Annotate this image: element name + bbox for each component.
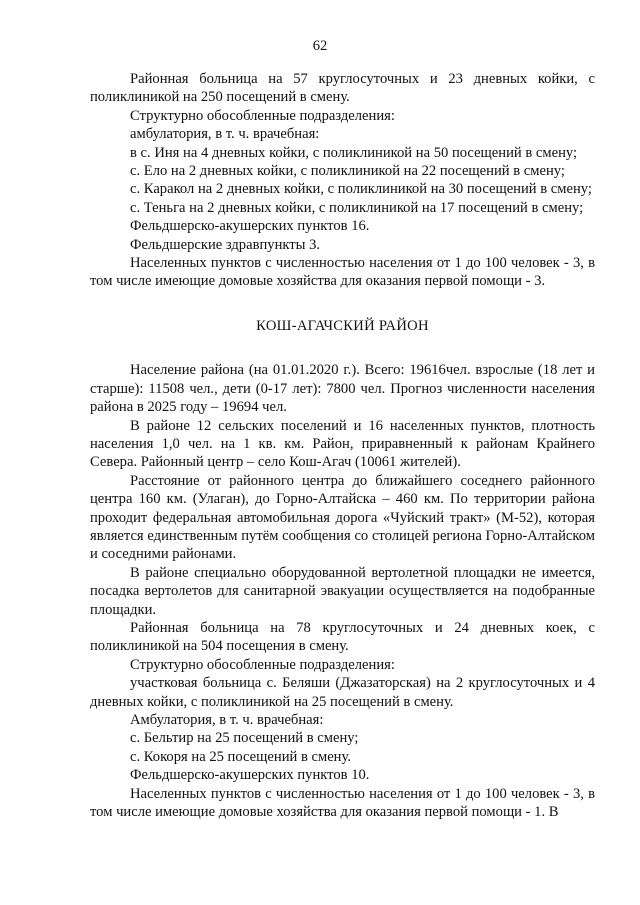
paragraph: с. Бельтир на 25 посещений в смену; bbox=[130, 730, 359, 747]
paragraph: Районная больница на 78 круглосуточных и 24 дневных коек, с поликлиникой на 504 посещения в смену. bbox=[90, 619, 595, 655]
paragraph: В районе 12 сельских поселений и 16 населенных пунктов, плотность населения 1,0 чел. на 1 кв. км. Район, приравненный к районам Крайнего Севера. Районный центр – село Кош-Агач (10061 жителей). bbox=[90, 417, 595, 471]
paragraph: Расстояние от районного центра до ближайшего соседнего районного центра 160 км. (Улаган), до Горно-Алтайска – 460 км. По территории района проходит федеральная автомобильная дорога «Чуйский тракт» (М-52), которая является единственным путём сообщения со столицей региона Горно-Алтайском и соседними районами. bbox=[90, 472, 595, 563]
paragraph: Населенных пунктов с численностью населения от 1 до 100 человек - 3, в том числе имеющие домовые хозяйства для оказания первой помощи - 3. bbox=[90, 255, 595, 290]
paragraph: Структурно обособленные подразделения: bbox=[130, 107, 395, 124]
paragraph: с. Каракол на 2 дневных койки, с поликлиникой на 30 посещений в смену; bbox=[130, 181, 592, 198]
paragraph: с. Кокоря на 25 посещений в смену. bbox=[130, 748, 351, 765]
paragraph: Фельдшерско-акушерских пунктов 16. bbox=[130, 218, 370, 235]
paragraph: В районе специально оборудованной вертолетной площадки не имеется, посадка вертолетов для санитарной эвакуации осуществляется на подобранные площадки. bbox=[90, 564, 595, 618]
paragraph: с. Теньга на 2 дневных койки, с поликлиникой на 17 посещений в смену; bbox=[130, 199, 584, 216]
paragraph: Населенных пунктов с численностью населения от 1 до 100 человек - 3, в том числе имеющие домовые хозяйства для оказания первой помощи - 1. В bbox=[90, 785, 595, 821]
paragraph: Районная больница на 57 круглосуточных и 23 дневных койки, с поликлиникой на 250 посещений в смену. bbox=[90, 71, 595, 106]
paragraph: Амбулатория, в т. ч. врачебная: bbox=[130, 712, 324, 728]
paragraph: Население района (на 01.01.2020 г.). Всего: 19616чел. взрослые (18 лет и старше): 11508 чел., дети (0-17 лет): 7800 чел. Прогноз численности населения района в 2025 году – 19694 чел. bbox=[90, 362, 595, 416]
paragraph: Фельдшерские здравпункты 3. bbox=[130, 236, 321, 253]
paragraph: с. Ело на 2 дневных койки, с поликлиникой на 22 посещений в смену; bbox=[130, 163, 565, 180]
page-number: 62 bbox=[312, 38, 328, 54]
document-body bbox=[90, 70, 595, 821]
paragraph: в с. Иня на 4 дневных койки, с поликлиникой на 50 посещений в смену; bbox=[130, 144, 578, 161]
paragraph: Структурно обособленные подразделения: bbox=[130, 656, 395, 673]
section-heading: КОШ-АГАЧСКИЙ РАЙОН bbox=[256, 317, 429, 334]
paragraph: участковая больница с. Беляши (Джазаторская) на 2 круглосуточных и 4 дневных койки, с поликлиникой на 25 посещений в смену. bbox=[90, 675, 595, 710]
paragraph: Фельдшерско-акушерских пунктов 10. bbox=[130, 767, 370, 784]
paragraph: амбулатория, в т. ч. врачебная: bbox=[130, 126, 320, 143]
